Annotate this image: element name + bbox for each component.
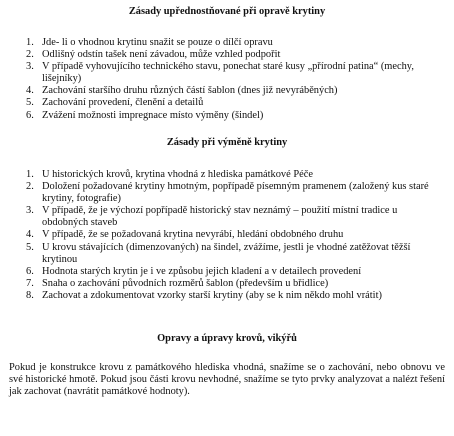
list-item-number: 2. (26, 49, 34, 61)
list-item-text: V případě, že se požadovaná krytina nevyrábí, hledání obdobného druhu (42, 229, 344, 241)
list-item (0, 205, 454, 229)
list-item-text: V případě, že je výchozí popřípadě historický stav neznámý – použití místní tradice u obdobných staveb (42, 205, 398, 229)
truss-repair-paragraph: Pokud je konstrukce krovu z památkového hlediska vhodná, snažíme se o zachování, nebo obnovu ve své historické hmotě. Pokud jsou části krovu nevhodné, snažíme se tyto prvky analyzovat a nalézt řešení jak zachovat (navrátit památkové hodnoty). (9, 362, 445, 398)
list-item (0, 278, 454, 290)
list-item-number: 4. (26, 229, 34, 241)
list-item (0, 181, 454, 205)
list-item (0, 290, 454, 302)
list-item-text: Zvážení možnosti impregnace místo výměny (šindel) (42, 109, 264, 121)
list-item-text: Zachovat a zdokumentovat vzorky starší krytiny (aby se k nim někdo mohl vrátit) (42, 289, 382, 301)
list-item-number: 3. (26, 205, 34, 217)
list-item-number: 1. (26, 37, 34, 48)
list-item-text: U historických krovů, krytina vhodná z hlediska památkové Péče (42, 169, 313, 180)
list-item-number: 5. (26, 241, 34, 253)
list-item (0, 49, 454, 61)
list-item (0, 110, 454, 122)
list-item (0, 169, 454, 181)
list-item (0, 85, 454, 97)
list-item-number: 4. (26, 85, 34, 97)
list-item (0, 97, 454, 109)
list-item-text: U krovu stávajících (dimenzovaných) na šindel, zvážíme, jestli je vhodné zatěžovat těžší krytinou (42, 241, 411, 265)
list-item-number: 2. (26, 181, 34, 193)
list-item (0, 242, 454, 266)
list-item-number: 1. (26, 169, 34, 180)
list-item-text: Jde- li o vhodnou krytinu snažit se pouze o dílčí opravu (42, 37, 273, 48)
list-item-number: 7. (26, 277, 34, 289)
list-item (0, 61, 454, 85)
list-item-number: 8. (26, 289, 34, 301)
section-heading-roof-repair: Zásady upřednostňované při opravě krytiny (128, 6, 326, 17)
list-item-number: 6. (26, 265, 34, 277)
list-item (0, 266, 454, 278)
list-item-text: Zachování provedení, členění a detailů (42, 97, 204, 109)
list-item-number: 5. (26, 97, 34, 109)
list-item-text: Odlišný odstín tašek není závadou, může vzhled podpořit (42, 49, 281, 61)
list-item-text: Hodnota starých krytin je i ve způsobu jejich kladení a v detailech provedení (42, 265, 362, 277)
list-item-text: Snaha o zachování původních rozměrů šablon (především u břidlice) (42, 277, 329, 289)
section-heading-truss-repair: Opravy a úpravy krovů, vikýřů (157, 333, 297, 344)
list-item-text: V případě vyhovujícího technického stavu, ponechat staré kusy „přírodní patina“ (mechy, lišejníky) (42, 61, 414, 85)
repair-principles-list (0, 37, 454, 122)
list-item-text: Zachování staršího druhu různých částí šablon (dnes již nevyráběných) (42, 85, 338, 97)
section-heading-roof-replacement: Zásady při výměně krytiny (166, 137, 288, 148)
list-item-text: Doložení požadované krytiny hmotným, popřípadě písemným pramenem (založený kus staré krytiny, fotografie) (42, 181, 429, 205)
list-item-number: 6. (26, 109, 34, 121)
list-item-number: 3. (26, 61, 34, 73)
replacement-principles-list (0, 169, 454, 302)
list-item (0, 37, 454, 49)
list-item (0, 229, 454, 241)
